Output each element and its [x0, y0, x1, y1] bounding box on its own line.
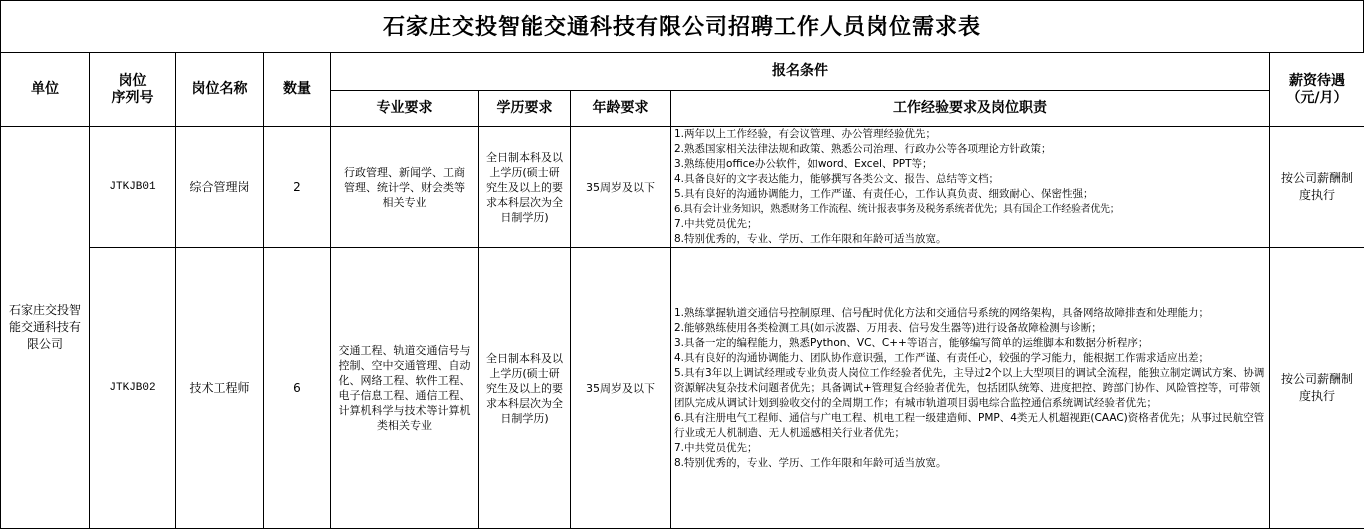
duty-line: 7.中共党员优先；	[674, 441, 758, 454]
duty-line: 1.熟练掌握轨道交通信号控制原理、信号配时优化方法和交通信号系统的网络架构，具备网络故障排查和处理能力；	[674, 306, 1210, 319]
salary-cell: 按公司薪酬制度执行	[1270, 127, 1364, 248]
duty-line: 2.能够熟练使用各类检测工具(如示波器、万用表、信号发生器等)进行设备故障检测与诊断；	[674, 321, 1102, 334]
position-name: 技术工程师	[176, 248, 264, 529]
duty-line: 2.熟悉国家相关法律法规和政策、熟悉公司治理、行政办公等各项理论方针政策；	[674, 143, 1052, 155]
age-requirement: 35周岁及以下	[571, 248, 671, 529]
duties-cell	[671, 127, 1270, 248]
duty-line: 5.具有3年以上调试经理或专业负责人岗位工作经验者优先，主导过2个以上大型项目的调试全流程，能独立制定调试方案、协调资源解决复杂技术问题者优先；具备调试+管理复合经验者优先，包括团队统筹、进度把控、跨部门协作、风险管控等，可带领团队完成从调试计划到验收交付的全周期工作；有城市轨道项目弱电综合监控通信系统调试经验者优先；	[674, 366, 1265, 409]
duty-line: 4.具备良好的文字表达能力，能够撰写各类公文、报告、总结等文档；	[674, 173, 1000, 185]
table-row	[1, 127, 1364, 248]
salary-cell: 按公司薪酬制度执行	[1270, 248, 1364, 529]
position-name: 综合管理岗	[176, 127, 264, 248]
position-seq: JTKJB02	[90, 248, 176, 529]
position-count: 2	[264, 127, 331, 248]
header-unit: 单位	[1, 53, 90, 127]
unit-cell: 石家庄交投智能交通科技有限公司	[1, 127, 90, 529]
header-name: 岗位名称	[176, 53, 264, 127]
major-requirement: 行政管理、新闻学、工商管理、统计学、财会类等相关专业	[331, 127, 479, 248]
header-count: 数量	[264, 53, 331, 127]
header-age: 年龄要求	[571, 91, 671, 127]
duty-line: 5.具有良好的沟通协调能力，工作严谨、有责任心，工作认真负责、细致耐心、保密性强；	[674, 188, 1094, 200]
header-salary-text: 薪资待遇 （元/月）	[1286, 72, 1348, 106]
header-requirements: 报名条件	[331, 53, 1270, 91]
table-row	[1, 248, 1364, 529]
duty-line: 4.具有良好的沟通协调能力、团队协作意识强，工作严谨、有责任心，较强的学习能力，能根据工作需求适应出差；	[674, 351, 1210, 364]
header-major: 专业要求	[331, 91, 479, 127]
header-row-1	[1, 53, 1364, 91]
page-title: 石家庄交投智能交通科技有限公司招聘工作人员岗位需求表	[0, 0, 1364, 52]
header-seq	[90, 53, 176, 127]
position-count: 6	[264, 248, 331, 529]
major-requirement: 交通工程、轨道交通信号与控制、空中交通管理、自动化、网络工程、软件工程、电子信息工程、通信工程、计算机科学与技术等计算机类相关专业	[331, 248, 479, 529]
duties-cell	[671, 248, 1270, 529]
duty-line: 6.具有注册电气工程师、通信与广电工程、机电工程一级建造师、PMP、4类无人机超视距(CAAC)资格者优先；从事过民航空管行业或无人机制造、无人机遥感相关行业者优先；	[674, 411, 1265, 439]
duty-line: 1.两年以上工作经验，有会议管理、办公管理经验优先；	[674, 128, 937, 140]
education-requirement: 全日制本科及以上学历(硕士研究生及以上的要求本科层次为全日制学历)	[479, 248, 571, 529]
header-seq-text: 岗位 序列号	[111, 72, 154, 106]
position-seq: JTKJB01	[90, 127, 176, 248]
duty-line: 6.具有会计业务知识，熟悉财务工作流程、统计报表事务及税务系统者优先；具有国企工作经验者优先；	[674, 204, 1120, 215]
header-education: 学历要求	[479, 91, 571, 127]
positions-table	[0, 52, 1364, 529]
duty-line: 3.具备一定的编程能力，熟悉Python、VC、C++等语言，能够编写简单的运维脚本和数据分析程序；	[674, 336, 1149, 349]
duty-line: 8.特别优秀的，专业、学历、工作年限和年龄可适当放宽。	[674, 456, 947, 469]
duty-line: 3.熟练使用office办公软件，如word、Excel、PPT等；	[674, 158, 933, 170]
age-requirement: 35周岁及以下	[571, 127, 671, 248]
duty-line: 7.中共党员优先；	[674, 218, 758, 230]
header-duties: 工作经验要求及岗位职责	[671, 91, 1270, 127]
header-salary	[1270, 53, 1364, 127]
duty-line: 8.特别优秀的，专业、学历、工作年限和年龄可适当放宽。	[674, 233, 947, 245]
education-requirement: 全日制本科及以上学历(硕士研究生及以上的要求本科层次为全日制学历)	[479, 127, 571, 248]
